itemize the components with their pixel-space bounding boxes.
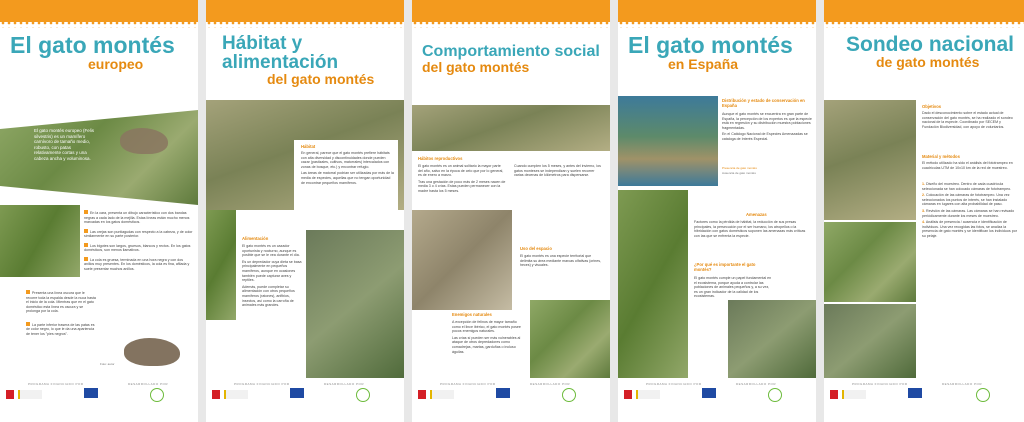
panel-gato-montes-europeo bbox=[0, 0, 198, 422]
map-legend-absence: Ausencia de gato montés bbox=[722, 171, 756, 175]
objectives-heading: Objetivos bbox=[922, 104, 942, 109]
threats-heading: Amenazas bbox=[746, 212, 767, 217]
footer-label-right: DESARROLLADO POR bbox=[128, 382, 169, 386]
footer-label-left: PROGRAMA FINANCIADO POR bbox=[440, 382, 496, 386]
comunidad-madrid-logo bbox=[624, 390, 632, 399]
panel-title bbox=[422, 44, 602, 76]
cat-figure bbox=[120, 128, 168, 154]
footer bbox=[824, 378, 1024, 422]
footer-label-left: PROGRAMA FINANCIADO POR bbox=[646, 382, 702, 386]
threats-text: Factores como la pérdida de hábitat, la reducción de sus presas principales, la persecución por el ser humano, los atropellos o la hibridación con gatos domésticos suponen las amenazas más críticas con las que se enfrenta la especie. bbox=[694, 220, 806, 238]
title-main: El gato montés bbox=[628, 32, 793, 58]
eu-flag-logo bbox=[908, 388, 922, 398]
bullet-list-lower bbox=[26, 290, 96, 336]
fundacion-logo bbox=[150, 388, 164, 402]
footer-label-right: DESARROLLADO POR bbox=[530, 382, 571, 386]
bullet-item: Los bigotes son largos, gruesos, blancos y rectos. En los gatos domésticos, son menos llamativos. bbox=[84, 243, 191, 252]
why-heading: ¿Por qué es importante el gato montés? bbox=[694, 262, 756, 272]
cat-grass-photo bbox=[728, 300, 816, 378]
bullet-item: Las orejas son puntiagudas con respecto a la cabeza, y de color similarmente en su parte posterior. bbox=[84, 229, 193, 238]
enemies-text: A excepción de felinos de mayor tamaño como el lince ibérico, el gato montés posee pocos enemigos naturales. Las crías sí pueden ser más vulnerables al ataque de otros depredadores como comadrejas, martas, garduñas o incluso águilas. bbox=[452, 320, 521, 354]
why-text: El gato montés cumple un papel fundamental en el ecosistema, porque ayuda a controlar las poblaciones de animales pequeños y, a su vez, es un gran indicador de la calidad de los ecosistemas. bbox=[694, 276, 772, 299]
cat-hunting-photo bbox=[306, 230, 404, 380]
comunidad-madrid-logo bbox=[212, 390, 220, 399]
panel-title bbox=[628, 34, 808, 73]
step-item: 2. Colocación de las cámaras de fototrampeo. Una vez seleccionados los puntos de interés, se han instalado cámaras en lugares con alta probabilidad de paso. bbox=[922, 193, 1010, 207]
title-sub: de gato montés bbox=[876, 54, 980, 70]
eu-flag-logo bbox=[702, 388, 716, 398]
step-item: 4. Análisis de presencia / ausencia e identificación de individuos. Una vez recogidas las fotos, se analiza la presencia de gato montés y se identifican los individuos por su pelaje. bbox=[922, 220, 1017, 238]
footprint-photo bbox=[412, 210, 512, 310]
comunidad-madrid-logo bbox=[830, 390, 838, 399]
panel-sondeo-nacional bbox=[824, 0, 1024, 422]
walking-cat-figure bbox=[124, 338, 180, 366]
eu-flag-logo bbox=[290, 388, 304, 398]
footer bbox=[618, 378, 816, 422]
bullet-item: En la cara, presenta un dibujo característico con dos bandas negras a cada lado de la mejilla. Estas líneas están mucho menos marcadas en los gatos domésticos. bbox=[84, 211, 190, 224]
fundacion-logo bbox=[768, 388, 782, 402]
wildcat-photo-2 bbox=[0, 205, 80, 277]
footer-label-left: PROGRAMA FINANCIADO POR bbox=[234, 382, 290, 386]
photo-credit: Foto: autor bbox=[100, 362, 115, 366]
bullet-item: La parte inferior trasera de las patas es de color negro, lo que le da una apariencia de tener los "pies negros". bbox=[26, 322, 95, 336]
footer-label-right: DESARROLLADO POR bbox=[942, 382, 983, 386]
dotted-pattern bbox=[618, 14, 816, 28]
map-legend-presence: Presencia de gato montés bbox=[722, 166, 757, 170]
distribution-text: Aunque el gato montés se encuentra en gran parte de España, la percepción de los expertos es que la especie está en regresión y su distribución muestra poblaciones fragmentadas. En el Catálogo Nacional de Especies Amenazadas se cataloga de Interés Especial. bbox=[722, 112, 812, 141]
title-main: Sondeo nacional bbox=[846, 33, 1015, 56]
repro-heading: Hábitos reproductivos bbox=[418, 156, 463, 161]
food-heading: Alimentación bbox=[242, 236, 269, 241]
government-logo bbox=[18, 390, 42, 399]
comunidad-madrid-logo bbox=[418, 390, 426, 399]
spain-distribution-map bbox=[618, 96, 718, 186]
methods-text: El método utilizado ha sido el análisis del fototrampeo en cuadrículas UTM de 10x10 km de la red de muestreo. bbox=[922, 161, 1013, 170]
step-item: 1. Diseño del muestreo. Dentro de cada cuadrícula seleccionada se han colocado cámaras de fototrampeo. bbox=[922, 182, 1012, 191]
panel-title bbox=[846, 34, 1024, 71]
footer-label-right: DESARROLLADO POR bbox=[324, 382, 365, 386]
kittens-photo bbox=[412, 105, 610, 151]
food-text: El gato montés es un cazador oportunista y nocturno, aunque es posible que se le vea durante el día. Es un depredador cuya dieta se basa principalmente en pequeños mamíferos, aunque en ocasiones también puede capturar aves y reptiles. Además, puede completar su alimentación con otros pequeños mamíferos (ratones), anfibios, insectos, así como la carroña de animales más grandes. bbox=[242, 244, 302, 308]
footer bbox=[0, 378, 198, 422]
fundacion-logo bbox=[976, 388, 990, 402]
field-photo bbox=[206, 210, 236, 320]
bullet-list bbox=[84, 210, 194, 271]
title-main: Comportamiento social bbox=[422, 43, 600, 60]
wildcat-photo bbox=[0, 110, 198, 205]
dotted-pattern bbox=[206, 14, 404, 28]
dotted-pattern bbox=[824, 14, 1024, 28]
bullet-item: La cola es gruesa, terminada en una hora negra y con dos anillos muy presentes. En los domésticos, la cola es fina, afilada y suele presentar muchos anillos. bbox=[84, 257, 190, 271]
title-main: El gato montés bbox=[10, 32, 175, 58]
title-main: Hábitat y alimentación bbox=[222, 33, 339, 73]
government-logo bbox=[430, 390, 454, 399]
panel-habitat-alimentacion bbox=[206, 0, 404, 422]
panel-title bbox=[222, 34, 402, 88]
panel-gato-montes-espana bbox=[618, 0, 816, 422]
grassland-photo bbox=[618, 190, 688, 380]
distribution-heading: Distribución y estado de conservación en España bbox=[722, 98, 805, 108]
title-sub: del gato montés bbox=[422, 59, 530, 75]
panel-title bbox=[10, 34, 190, 73]
enemies-heading: Enemigos naturales bbox=[452, 312, 492, 317]
title-sub: en España bbox=[668, 56, 739, 72]
repro-text-left: El gato montés es un animal solitario la mayor parte del año, salvo en la época de celo que por lo general, es de enero a marzo. Tras una gestación de poco más de 2 meses nacen de media 3 o 4 crías. Estas pueden permanecer con la madre hasta los 5 meses. bbox=[418, 164, 506, 193]
methods-heading: Material y métodos bbox=[922, 154, 960, 159]
government-logo bbox=[842, 390, 866, 399]
step-item: 3. Revisión de las cámaras. Las cámaras se han revisado periódicamente durante los meses de muestreo. bbox=[922, 208, 1015, 218]
fundacion-logo bbox=[356, 388, 370, 402]
eu-flag-logo bbox=[84, 388, 98, 398]
eu-flag-logo bbox=[496, 388, 510, 398]
comunidad-madrid-logo bbox=[6, 390, 14, 399]
space-heading: Uso del espacio bbox=[520, 246, 552, 251]
footer bbox=[412, 378, 610, 422]
footer bbox=[206, 378, 404, 422]
bullet-item: Presenta una línea oscura que le recorre toda la espalda desde la nuca hasta el inicio de la cola. Mientras que en el gato doméstico esta línea es oscura y se prolonga por la cola. bbox=[26, 291, 96, 313]
dotted-pattern bbox=[412, 14, 610, 28]
objectives-text: Dado el desconocimiento sobre el estado actual de conservación del gato montés, se ha realizado el sondeo nacional de la especie. Coordinado por SECEM y Fundación Biodiversidad, con apoyo de voluntarios. bbox=[922, 111, 1013, 129]
panel-comportamiento-social bbox=[412, 0, 610, 422]
government-logo bbox=[636, 390, 660, 399]
repro-text-right: Cuando cumplen los 5 meses, y antes del invierno, los gatos monteses se independizan y suelen recorrer varias decenas de kilómetros para dispersarse. bbox=[514, 164, 601, 178]
footer-label-left: PROGRAMA FINANCIADO POR bbox=[852, 382, 908, 386]
camera-trap-photo-2 bbox=[824, 222, 916, 302]
fundacion-logo bbox=[562, 388, 576, 402]
camera-trap-photo-3 bbox=[824, 304, 916, 378]
steps-list bbox=[922, 182, 1018, 241]
habitat-heading: Hábitat bbox=[301, 144, 316, 149]
habitat-text: En general, parece que el gato montés prefiere hábitats con alta diversidad y discontinuidades donde pueden cazar (pastizales, cultivos, matorrales) intercalados con zonas de bosque, etc.) y encontrar refugio. Las áreas de matorral podrían ser utilizadas por más de la media de especies, aquellas que no tengan oportunidad de encontrar pequeños mamíferos. bbox=[301, 151, 394, 185]
government-logo bbox=[224, 390, 248, 399]
camera-trap-photo-1 bbox=[824, 100, 916, 220]
dotted-pattern bbox=[0, 14, 198, 28]
space-text: El gato montés es una especie territorial que delimita su área mediante marcas olfativas (orines, heces) y visuales. bbox=[520, 254, 602, 268]
title-sub: del gato montés bbox=[267, 71, 375, 87]
footer-label-left: PROGRAMA FINANCIADO POR bbox=[28, 382, 84, 386]
footer-label-right: DESARROLLADO POR bbox=[736, 382, 777, 386]
title-sub: europeo bbox=[88, 56, 144, 72]
intro-text: El gato montés europeo (Felis silvestris) es un mamífero carnívoro de tamaño medio, robusto, con patas relativamente cortas y una cabeza ancha y voluminosa. bbox=[34, 128, 95, 161]
lynx-photo bbox=[530, 300, 610, 378]
